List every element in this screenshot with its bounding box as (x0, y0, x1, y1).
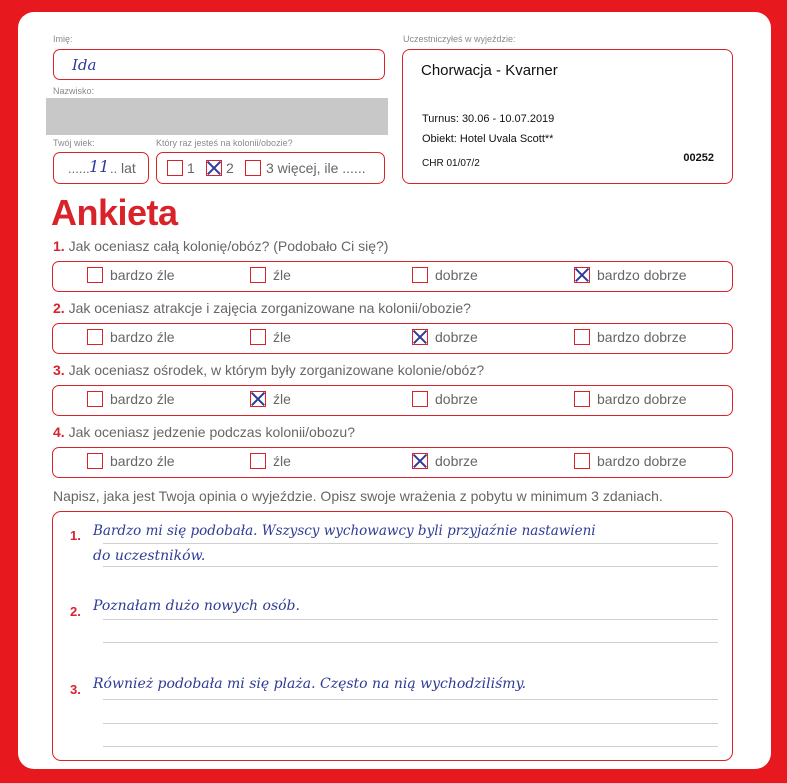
times-checkbox-3[interactable] (245, 160, 261, 176)
question-2-option-1[interactable] (87, 329, 175, 345)
times-option-2-label: 2 (226, 160, 234, 176)
rating-checkbox[interactable] (574, 329, 590, 345)
question-1-option-4[interactable] (574, 267, 687, 283)
question-2-option-4[interactable] (574, 329, 687, 345)
ruled-line (103, 543, 718, 544)
rating-option-label: źle (273, 453, 291, 469)
rating-checkbox[interactable] (574, 453, 590, 469)
age-unit: lat (121, 160, 136, 176)
rating-checkbox[interactable] (250, 391, 266, 407)
rating-checkbox[interactable] (412, 453, 428, 469)
rating-checkbox[interactable] (87, 267, 103, 283)
times-label: Który raz jesteś na kolonii/obozie? (156, 138, 293, 148)
times-option-1[interactable] (167, 160, 195, 176)
question-3-number: 3. (53, 362, 65, 378)
question-2-text (53, 300, 471, 316)
trip-info-box (402, 49, 733, 184)
question-4-number: 4. (53, 424, 65, 440)
question-4-label: Jak oceniasz jedzenie podczas kolonii/obozu? (68, 424, 355, 440)
age-value: 11 (89, 157, 110, 176)
trip-code: CHR 01/07/2 (422, 158, 480, 169)
rating-option-label: dobrze (435, 391, 478, 407)
rating-option-label: dobrze (435, 329, 478, 345)
question-2-label: Jak oceniasz atrakcje i zajęcia zorganizowane na kolonii/obozie? (68, 300, 471, 316)
survey-sheet (18, 12, 771, 769)
rating-option-label: dobrze (435, 267, 478, 283)
rating-option-label: bardzo dobrze (597, 391, 687, 407)
question-1-number: 1. (53, 238, 65, 254)
survey-title: Ankieta (51, 192, 178, 233)
question-3-text (53, 362, 484, 378)
rating-option-label: źle (273, 267, 291, 283)
ruled-line (103, 619, 718, 620)
answer-2-number: 2. (70, 604, 81, 619)
age-label: Twój wiek: (53, 138, 95, 148)
times-option-3-label: 3 więcej, ile ...... (266, 160, 366, 176)
ruled-line (103, 566, 718, 567)
rating-checkbox[interactable] (87, 391, 103, 407)
rating-checkbox[interactable] (574, 267, 590, 283)
answer-3-number: 3. (70, 682, 81, 697)
rating-option-label: bardzo źle (110, 329, 175, 345)
surname-label: Nazwisko: (53, 86, 95, 96)
rating-checkbox[interactable] (412, 329, 428, 345)
ruled-line (103, 642, 718, 643)
rating-option-label: bardzo dobrze (597, 267, 687, 283)
question-2-options (52, 323, 733, 354)
question-1-option-2[interactable] (250, 267, 291, 283)
question-3-options (52, 385, 733, 416)
opinion-box[interactable] (52, 511, 733, 761)
answer-1-line-1: Bardzo mi się podobała. Wszyscy wychowawcy byli przyjaźnie nastawieni (93, 523, 596, 539)
participant-label: Uczestniczyłeś w wyjeździe: (403, 34, 516, 44)
question-4-text (53, 424, 355, 440)
question-3-option-2[interactable] (250, 391, 291, 407)
question-4-option-3[interactable] (412, 453, 478, 469)
rating-option-label: bardzo źle (110, 391, 175, 407)
question-3-option-4[interactable] (574, 391, 687, 407)
question-4-option-4[interactable] (574, 453, 687, 469)
question-1-option-1[interactable] (87, 267, 175, 283)
answer-1-line-2: do uczestników. (93, 548, 206, 564)
times-checkbox-2[interactable] (206, 160, 222, 176)
question-3-option-3[interactable] (412, 391, 478, 407)
times-option-1-label: 1 (187, 160, 195, 176)
trip-number: 00252 (683, 152, 714, 164)
times-field (156, 152, 385, 184)
trip-title: Chorwacja - Kvarner (421, 62, 558, 79)
question-3-label: Jak oceniasz ośrodek, w którym były zorganizowane kolonie/obóz? (68, 362, 485, 378)
age-field[interactable] (53, 152, 149, 184)
name-label: Imię: (53, 34, 73, 44)
rating-option-label: źle (273, 391, 291, 407)
rating-checkbox[interactable] (412, 391, 428, 407)
times-checkbox-1[interactable] (167, 160, 183, 176)
age-dots-after: .. (110, 161, 118, 176)
trip-obiekt: Obiekt: Hotel Uvala Scott** (422, 133, 554, 145)
rating-option-label: bardzo źle (110, 453, 175, 469)
question-1-option-3[interactable] (412, 267, 478, 283)
ruled-line (103, 723, 718, 724)
trip-turnus: Turnus: 30.06 - 10.07.2019 (422, 113, 555, 125)
rating-option-label: bardzo źle (110, 267, 175, 283)
rating-checkbox[interactable] (412, 267, 428, 283)
ruled-line (103, 746, 718, 747)
question-3-option-1[interactable] (87, 391, 175, 407)
question-2-option-2[interactable] (250, 329, 291, 345)
name-field[interactable] (53, 49, 385, 80)
answer-3-line-1: Również podobała mi się plaża. Często na nią wychodziliśmy. (93, 676, 527, 692)
rating-checkbox[interactable] (250, 453, 266, 469)
rating-option-label: źle (273, 329, 291, 345)
question-4-options (52, 447, 733, 478)
name-value: Ida (72, 56, 97, 74)
rating-option-label: dobrze (435, 453, 478, 469)
question-2-option-3[interactable] (412, 329, 478, 345)
ruled-line (103, 699, 718, 700)
times-option-2[interactable] (206, 160, 234, 176)
answer-1-number: 1. (70, 528, 81, 543)
question-4-option-1[interactable] (87, 453, 175, 469)
question-1-options (52, 261, 733, 292)
answer-2-line-1: Poznałam dużo nowych osób. (93, 598, 300, 614)
question-1-text (53, 238, 388, 254)
question-1-label: Jak oceniasz całą kolonię/obóz? (Podobało Ci się?) (68, 238, 389, 254)
rating-checkbox[interactable] (87, 453, 103, 469)
opinion-prompt: Napisz, jaka jest Twoja opinia o wyjeździe. Opisz swoje wrażenia z pobytu w minimum 3 zdaniach. (53, 488, 663, 504)
rating-checkbox[interactable] (250, 267, 266, 283)
times-option-3[interactable] (245, 160, 366, 176)
question-4-option-2[interactable] (250, 453, 291, 469)
rating-option-label: bardzo dobrze (597, 453, 687, 469)
question-2-number: 2. (53, 300, 65, 316)
rating-option-label: bardzo dobrze (597, 329, 687, 345)
age-dots-before: ...... (68, 161, 90, 176)
rating-checkbox[interactable] (250, 329, 266, 345)
rating-checkbox[interactable] (574, 391, 590, 407)
surname-redacted-field (46, 98, 388, 135)
rating-checkbox[interactable] (87, 329, 103, 345)
